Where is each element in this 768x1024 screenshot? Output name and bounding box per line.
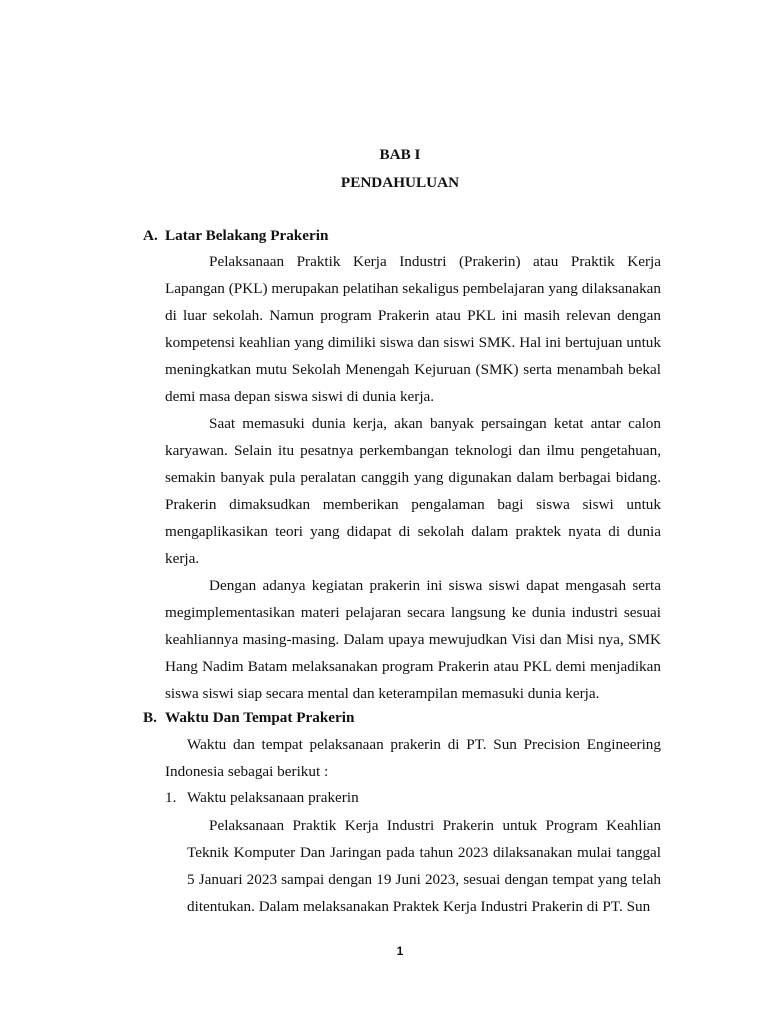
- section-b-heading: [143, 709, 354, 727]
- section-a-body: [165, 248, 661, 707]
- section-b-item-1-body: [187, 812, 661, 920]
- chapter-number: BAB I: [379, 146, 421, 163]
- section-b-title: Waktu Dan Tempat Prakerin: [165, 709, 355, 726]
- chapter-title: PENDAHULUAN: [340, 174, 460, 191]
- section-a-letter: A.: [143, 227, 158, 244]
- section-b-intro-paragraph: Waktu dan tempat pelaksanaan prakerin di PT. Sun Precision Engineering Indonesia sebagai berikut :: [165, 736, 661, 780]
- section-b-item-1-heading: [165, 789, 359, 807]
- section-b-letter: B.: [143, 709, 157, 726]
- item-1-paragraph: Pelaksanaan Praktik Kerja Industri Prakerin untuk Program Keahlian Teknik Komputer Dan Jaringan pada tahun 2023 dilaksanakan mulai tanggal 5 Januari 2023 sampai dengan 19 Juni 2023, sesuai dengan tempat yang telah ditentukan. Dalam melaksanakan Praktek Kerja Industri Prakerin di PT. Sun: [187, 817, 661, 915]
- item-1-number: 1.: [165, 789, 177, 806]
- section-a-paragraph-1: Pelaksanaan Praktik Kerja Industri (Prakerin) atau Praktik Kerja Lapangan (PKL) merupakan pelatihan sekaligus pembelajaran yang dilaksanakan di luar sekolah. Namun program Prakerin atau PKL ini masih relevan dengan kompetensi keahlian yang dimiliki siswa dan siswi SMK. Hal ini bertujuan untuk meningkatkan mutu Sekolah Menengah Kejuruan (SMK) serta menambah bekal demi masa depan siswa siswi di dunia kerja.: [165, 253, 661, 405]
- section-a-title: Latar Belakang Prakerin: [165, 227, 329, 244]
- section-a-paragraph-3: Dengan adanya kegiatan prakerin ini siswa siswi dapat mengasah serta megimplementasikan materi pelajaran secara langsung ke dunia industri sesuai keahliannya masing-masing. Dalam upaya mewujudkan Visi dan Misi nya, SMK Hang Nadim Batam melaksanakan program Prakerin atau PKL demi menjadikan siswa siswi siap secara mental dan keterampilan memasuki dunia kerja.: [165, 577, 661, 702]
- item-1-title: Waktu pelaksanaan prakerin: [187, 789, 359, 806]
- section-b-intro: [165, 731, 661, 785]
- page-number: 1: [396, 944, 404, 958]
- section-a-heading: [143, 227, 328, 245]
- section-a-paragraph-2: Saat memasuki dunia kerja, akan banyak persaingan ketat antar calon karyawan. Selain itu pesatnya perkembangan teknologi dan ilmu pengetahuan, semakin banyak pula peralatan canggih yang digunakan dalam berbagai bidang. Prakerin dimaksudkan memberikan pengalaman bagi siswa siswi untuk mengaplikasikan teori yang didapat di sekolah dalam praktek nyata di dunia kerja.: [165, 415, 661, 567]
